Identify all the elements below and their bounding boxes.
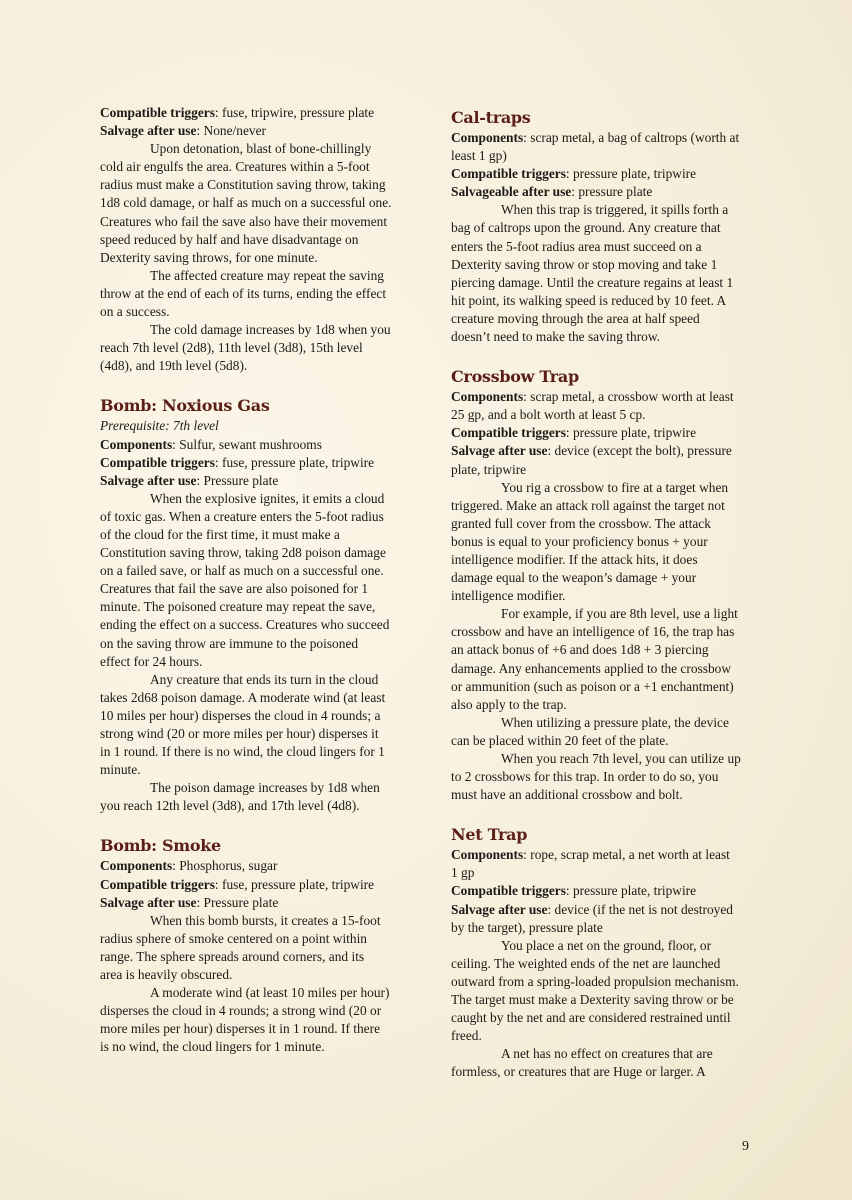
section-heading: Bomb: Noxious Gas bbox=[100, 396, 270, 416]
text-line bbox=[100, 158, 403, 176]
text-line bbox=[100, 984, 403, 1002]
text-line bbox=[451, 479, 756, 497]
line-text: When you reach 7th level, you can utilize up bbox=[501, 751, 741, 766]
text-line bbox=[451, 1063, 756, 1081]
text-line bbox=[451, 991, 756, 1009]
line-text: bag of caltrops upon the ground. Any creature that bbox=[451, 220, 721, 236]
text-line bbox=[451, 1027, 756, 1045]
field-label: Components bbox=[100, 436, 173, 452]
text-line bbox=[100, 761, 403, 779]
line-text: When this trap is triggered, it spills forth a bbox=[501, 202, 729, 218]
text-line bbox=[451, 292, 756, 310]
text-line bbox=[451, 1045, 756, 1063]
text-line bbox=[100, 598, 403, 616]
line-text: Dexterity saving throws, for one minute. bbox=[100, 249, 318, 265]
line-text: (4d8), and 19th level (5d8). bbox=[100, 358, 248, 374]
section-heading: Crossbow Trap bbox=[451, 367, 579, 387]
text-line bbox=[451, 732, 756, 750]
text-line bbox=[451, 1009, 756, 1027]
field-label: Salvage after use bbox=[100, 472, 197, 488]
line-text: The affected creature may repeat the saving bbox=[150, 267, 384, 283]
line-text: intelligence modifier. If the attack hits, it does bbox=[451, 551, 698, 567]
line-text: must have an additional crossbow and bolt. bbox=[451, 787, 683, 803]
line-text: speed reduced by half and have disadvantage on bbox=[100, 231, 359, 247]
line-text: radius sphere of smoke centered on a point within bbox=[100, 930, 367, 946]
text-line bbox=[451, 786, 756, 804]
line-text: can be placed within 20 feet of the plate. bbox=[451, 732, 669, 748]
line-text: : scrap metal, a bag of caltrops (worth at bbox=[523, 130, 740, 145]
text-line bbox=[451, 442, 756, 460]
field-label: Salvage after use bbox=[451, 443, 548, 459]
field-label: Salvage after use bbox=[100, 894, 197, 910]
field-label: Components bbox=[451, 389, 524, 405]
field-label: Compatible triggers bbox=[100, 876, 215, 892]
line-text: area is heavily obscured. bbox=[100, 967, 233, 983]
section-gap bbox=[100, 815, 403, 835]
line-text: : None/never bbox=[196, 123, 266, 139]
line-text: is no wind, the cloud lingers for 1 minute. bbox=[100, 1039, 325, 1055]
line-text: of the cloud for the first time, it must make a bbox=[100, 526, 340, 542]
line-text: or ammunition (such as poison or a +1 enchantment) bbox=[451, 678, 734, 694]
text-line bbox=[100, 743, 403, 761]
prerequisite-value: : 7th level bbox=[165, 418, 219, 434]
line-text: effect for 24 hours. bbox=[100, 653, 203, 669]
line-text: 1d8 cold damage, or half as much on a successful one. bbox=[100, 195, 392, 211]
text-line bbox=[100, 436, 403, 454]
text-line bbox=[100, 616, 403, 634]
line-text: 10 miles per hour) disperses the cloud in 4 rounds; a bbox=[100, 707, 381, 723]
line-text: strong wind (20 or more miles per hour) disperses it bbox=[100, 726, 379, 741]
section-heading: Cal-traps bbox=[451, 108, 531, 127]
section-gap bbox=[451, 346, 756, 366]
line-text: doesn’t need to make the saving throw. bbox=[451, 329, 660, 345]
line-text: : Pressure plate bbox=[196, 894, 279, 910]
text-line bbox=[100, 653, 403, 671]
field-label: Compatible triggers bbox=[451, 883, 566, 899]
line-text: hit point, its walking speed is reduced by 10 feet. A bbox=[451, 292, 727, 308]
text-line bbox=[100, 689, 403, 707]
text-line bbox=[100, 321, 403, 339]
line-text: Creatures who fail the save also have their movement bbox=[100, 213, 388, 229]
line-text: A moderate wind (at least 10 miles per hour) bbox=[150, 985, 390, 1001]
text-line bbox=[451, 406, 756, 424]
line-text: 25 gp, and a bolt worth at least 5 cp. bbox=[451, 407, 646, 423]
text-line bbox=[100, 357, 403, 375]
line-text: of toxic gas. When a creature enters the 5-foot radius bbox=[100, 508, 384, 524]
line-text: : pressure plate, tripwire bbox=[565, 883, 697, 899]
text-line bbox=[451, 533, 756, 551]
text-line bbox=[451, 846, 756, 864]
text-line bbox=[451, 201, 756, 219]
line-text: 1 gp bbox=[451, 865, 475, 881]
line-text: an attack bonus of +6 and does 1d8 + 3 piercing bbox=[451, 642, 709, 658]
text-line bbox=[100, 417, 403, 435]
text-line bbox=[451, 219, 756, 237]
text-line bbox=[100, 249, 403, 267]
text-line bbox=[451, 165, 756, 183]
line-text: bonus is equal to your proficiency bonus + your bbox=[451, 533, 708, 549]
line-text: granted full cover from the crossbow. The attack bbox=[451, 515, 711, 531]
text-line bbox=[451, 515, 756, 533]
line-text: cold air engulfs the area. Creatures within a 5-foot bbox=[100, 159, 370, 175]
text-line bbox=[100, 725, 403, 743]
section-heading: Bomb: Smoke bbox=[100, 836, 221, 856]
line-text: range. The sphere spreads around corners, and its bbox=[100, 948, 365, 964]
line-text: Any creature that ends its turn in the cloud bbox=[150, 671, 379, 687]
text-line bbox=[100, 454, 403, 472]
text-line bbox=[100, 285, 403, 303]
text-line bbox=[451, 569, 756, 587]
text-line bbox=[100, 490, 403, 508]
text-line bbox=[100, 779, 403, 797]
text-line bbox=[100, 797, 403, 815]
line-text: damage equal to the weapon’s damage + your bbox=[451, 570, 697, 586]
text-line bbox=[451, 551, 756, 569]
line-text: When the explosive ignites, it emits a cloud bbox=[150, 490, 385, 506]
text-line bbox=[100, 140, 403, 158]
line-text: : device (if the net is not destroyed bbox=[547, 901, 734, 917]
line-text: : scrap metal, a crossbow worth at least bbox=[523, 389, 734, 405]
text-line bbox=[100, 472, 403, 490]
text-line bbox=[451, 310, 756, 328]
field-label: Salvage after use bbox=[100, 123, 197, 139]
text-line bbox=[451, 605, 756, 623]
line-text: outward from a spring-loaded propulsion mechanism. bbox=[451, 973, 739, 989]
line-text: formless, or creatures that are Huge or larger. A bbox=[451, 1064, 706, 1080]
text-line bbox=[100, 508, 403, 526]
line-text: You rig a crossbow to fire at a target when bbox=[501, 479, 729, 495]
line-text: : pressure plate, tripwire bbox=[565, 425, 697, 441]
text-line bbox=[100, 948, 403, 966]
line-text: disperses the cloud in 4 rounds; a strong wind (20 or bbox=[100, 1003, 382, 1019]
text-line bbox=[451, 129, 756, 147]
text-line bbox=[100, 213, 403, 231]
section-gap bbox=[451, 804, 756, 824]
line-text: freed. bbox=[451, 1028, 482, 1044]
field-label: Components bbox=[451, 847, 524, 863]
line-text: Constitution saving throw, taking 2d8 poison damage bbox=[100, 545, 386, 561]
line-text: also apply to the trap. bbox=[451, 696, 567, 712]
text-line bbox=[451, 901, 756, 919]
line-text: : rope, scrap metal, a net worth at least bbox=[523, 847, 730, 863]
line-text: piercing damage. Until the creature regains at least 1 bbox=[451, 274, 734, 290]
text-line bbox=[451, 461, 756, 479]
line-text: : pressure plate bbox=[571, 184, 653, 200]
text-line bbox=[451, 274, 756, 292]
text-line bbox=[451, 660, 756, 678]
line-text: The poison damage increases by 1d8 when bbox=[150, 780, 380, 796]
text-line bbox=[451, 256, 756, 274]
text-line bbox=[100, 267, 403, 285]
line-text: minute. bbox=[100, 762, 141, 778]
text-line bbox=[451, 147, 756, 165]
line-text: plate, tripwire bbox=[451, 461, 527, 477]
text-line bbox=[100, 231, 403, 249]
text-line bbox=[100, 194, 403, 212]
line-text: creature moving through the area at half speed bbox=[451, 310, 700, 326]
line-text: : Pressure plate bbox=[196, 472, 279, 488]
text-line bbox=[451, 497, 756, 515]
line-text: reach 7th level (2d8), 11th level (3d8), 15th level bbox=[100, 340, 363, 356]
line-text: intelligence modifier. bbox=[451, 588, 566, 604]
text-line bbox=[451, 587, 756, 605]
line-text: enters the 5-foot radius area must succeed on a bbox=[451, 238, 702, 254]
text-line bbox=[100, 671, 403, 689]
text-line bbox=[100, 635, 403, 653]
text-line bbox=[100, 876, 403, 894]
line-text: radius must make a Constitution saving throw, taking bbox=[100, 177, 386, 193]
field-label: Salvageable after use bbox=[451, 184, 572, 200]
text-line bbox=[451, 238, 756, 256]
line-text: : fuse, pressure plate, tripwire bbox=[214, 876, 375, 892]
text-line bbox=[100, 1038, 403, 1056]
line-text: ceiling. The weighted ends of the net are launched bbox=[451, 955, 721, 971]
line-text: : Phosphorus, sugar bbox=[172, 858, 278, 874]
text-line bbox=[451, 768, 756, 786]
text-line bbox=[451, 388, 756, 406]
text-line bbox=[100, 966, 403, 984]
field-label: Compatible triggers bbox=[100, 454, 215, 470]
section-gap bbox=[100, 375, 403, 395]
text-line bbox=[451, 973, 756, 991]
line-text: crossbow and have an intelligence of 16, the trap has bbox=[451, 624, 735, 640]
field-label: Components bbox=[100, 858, 173, 874]
text-line bbox=[451, 641, 756, 659]
line-text: on a failed save, or half as much on a successful one. bbox=[100, 563, 384, 579]
field-label: Salvage after use bbox=[451, 901, 548, 917]
prerequisite-label: Prerequisite bbox=[100, 418, 166, 434]
text-line bbox=[451, 919, 756, 937]
field-label: Components bbox=[451, 130, 524, 145]
text-line bbox=[451, 714, 756, 732]
text-line bbox=[451, 882, 756, 900]
text-line bbox=[451, 750, 756, 768]
line-text: throw at the end of each of its turns, ending the effect bbox=[100, 285, 387, 301]
text-line bbox=[100, 176, 403, 194]
text-line bbox=[100, 930, 403, 948]
text-line bbox=[100, 526, 403, 544]
text-line bbox=[451, 864, 756, 882]
left-column bbox=[100, 104, 403, 1057]
line-text: you reach 12th level (3d8), and 17th level (4d8). bbox=[100, 798, 360, 814]
text-line bbox=[451, 328, 756, 346]
line-text: Dexterity saving throw or stop moving and take 1 bbox=[451, 256, 718, 272]
line-text: on a success. bbox=[100, 304, 170, 320]
line-text: least 1 gp) bbox=[451, 148, 507, 164]
right-column bbox=[451, 107, 756, 1082]
text-line bbox=[451, 183, 756, 201]
line-text: takes 2d68 poison damage. A moderate wind (at least bbox=[100, 689, 386, 705]
section-heading: Net Trap bbox=[451, 825, 528, 845]
line-text: : device (except the bolt), pressure bbox=[547, 443, 732, 459]
line-text: in 1 round. If there is no wind, the cloud lingers for 1 bbox=[100, 744, 385, 760]
page-number: 9 bbox=[742, 1139, 749, 1154]
text-line bbox=[100, 580, 403, 598]
field-label: Compatible triggers bbox=[100, 105, 215, 120]
line-text: Upon detonation, blast of bone-chillingly bbox=[150, 141, 372, 157]
text-line bbox=[451, 623, 756, 641]
text-line bbox=[100, 912, 403, 930]
line-text: : fuse, pressure plate, tripwire bbox=[214, 454, 375, 470]
text-line bbox=[451, 937, 756, 955]
line-text: to 2 crossbows for this trap. In order to do so, you bbox=[451, 769, 719, 785]
line-text: caught by the net and are considered restrained until bbox=[451, 1010, 731, 1026]
text-line bbox=[100, 562, 403, 580]
field-label: Compatible triggers bbox=[451, 166, 566, 182]
line-text: When utilizing a pressure plate, the device bbox=[501, 714, 729, 730]
text-line bbox=[100, 122, 403, 140]
line-text: : pressure plate, tripwire bbox=[565, 166, 697, 182]
text-line bbox=[100, 707, 403, 725]
line-text: ending the effect on a success. Creatures who succeed bbox=[100, 617, 390, 633]
text-line bbox=[100, 544, 403, 562]
line-text: triggered. Make an attack roll against the target not bbox=[451, 497, 725, 513]
line-text: For example, if you are 8th level, use a light bbox=[501, 606, 738, 622]
line-text: : fuse, tripwire, pressure plate bbox=[214, 105, 375, 120]
line-text: on the saving throw are immune to the poisoned bbox=[100, 635, 359, 651]
line-text: Creatures that fail the save are also poisoned for 1 bbox=[100, 581, 369, 597]
line-text: minute. The poisoned creature may repeat the save, bbox=[100, 599, 376, 615]
text-line bbox=[451, 696, 756, 714]
line-text: You place a net on the ground, floor, or bbox=[501, 937, 712, 953]
line-text: The cold damage increases by 1d8 when you bbox=[150, 322, 391, 338]
text-line bbox=[451, 678, 756, 696]
text-line bbox=[100, 1002, 403, 1020]
text-line bbox=[451, 424, 756, 442]
text-line bbox=[100, 104, 403, 122]
line-text: by the target), pressure plate bbox=[451, 919, 603, 935]
text-line bbox=[451, 955, 756, 973]
line-text: : Sulfur, sewant mushrooms bbox=[172, 436, 322, 452]
line-text: The target must make a Dexterity saving throw or be bbox=[451, 992, 734, 1008]
line-text: more miles per hour) disperses it in 1 round. If there bbox=[100, 1021, 381, 1037]
text-line bbox=[100, 1020, 403, 1038]
text-line bbox=[100, 857, 403, 875]
line-text: damage. Any enhancements applied to the crossbow bbox=[451, 660, 732, 676]
line-text: A net has no effect on creatures that are bbox=[501, 1046, 713, 1062]
text-line bbox=[100, 339, 403, 357]
text-line bbox=[100, 303, 403, 321]
field-label: Compatible triggers bbox=[451, 425, 566, 441]
text-line bbox=[100, 894, 403, 912]
line-text: When this bomb bursts, it creates a 15-foot bbox=[150, 912, 381, 928]
